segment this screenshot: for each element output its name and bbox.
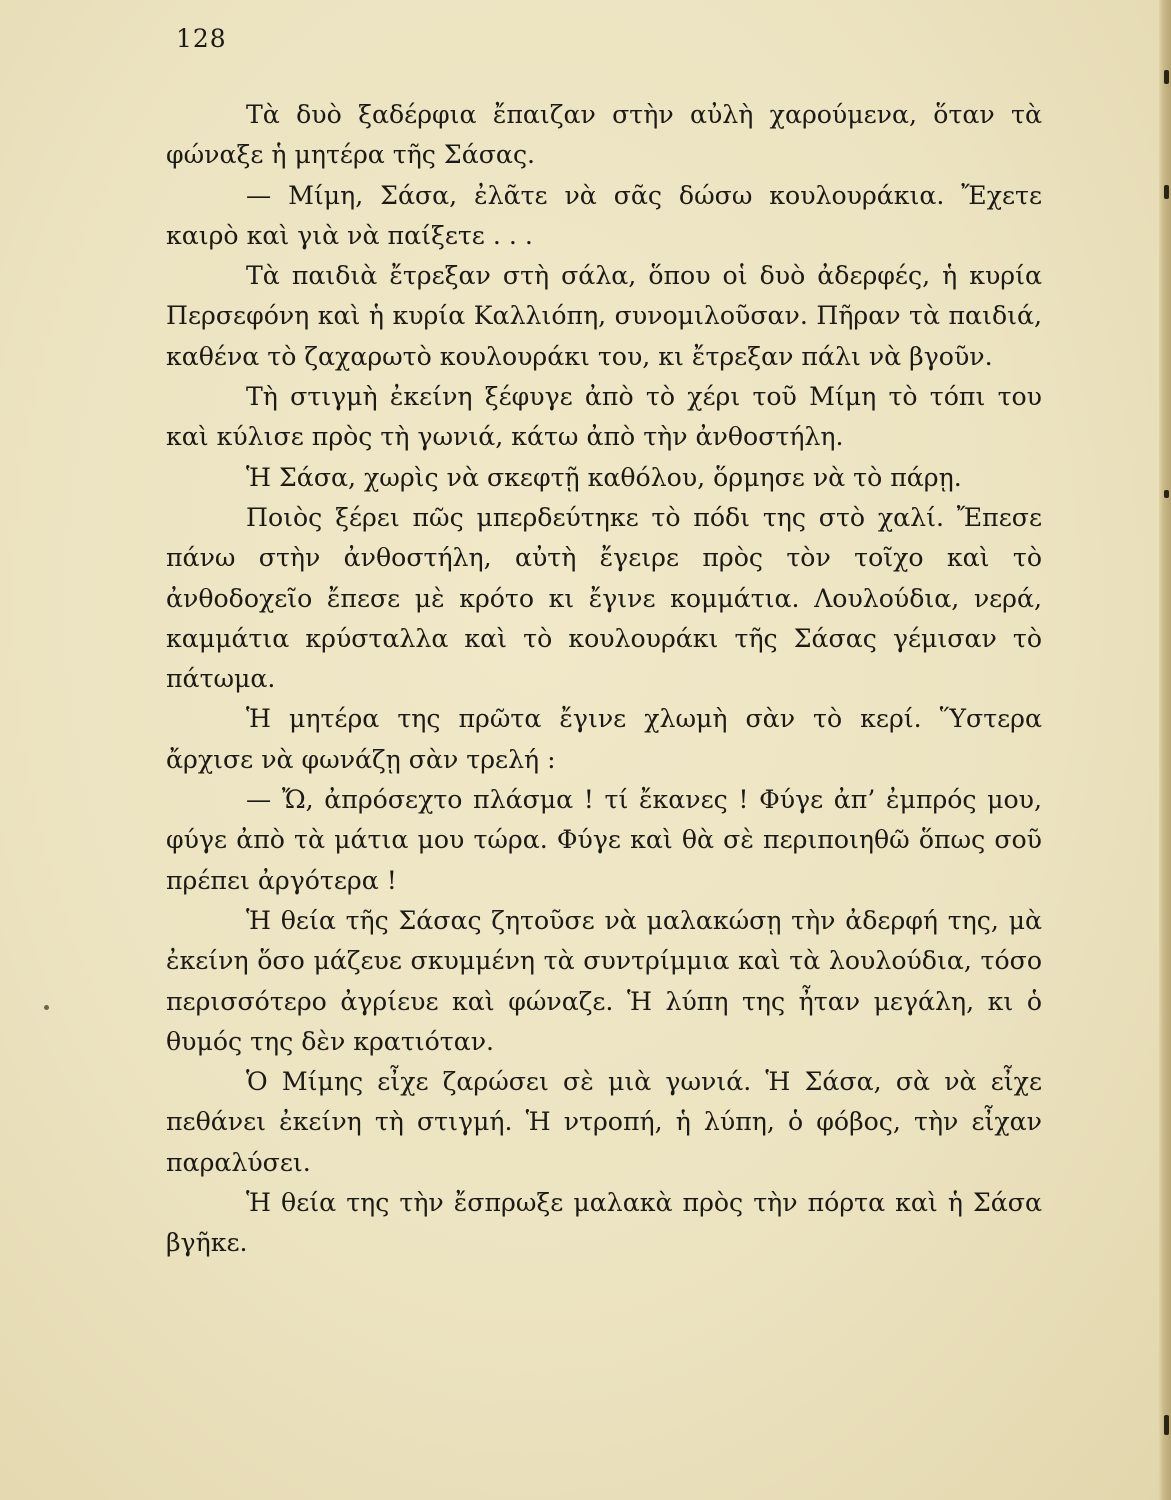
edge-ink-mark	[1164, 70, 1169, 84]
paragraph: Ἡ θεία της τὴν ἔσπρωξε μαλακὰ πρὸς τὴν πόρτα καὶ ἡ Σάσα βγῆκε.	[166, 1188, 1042, 1258]
page-edge	[1159, 0, 1171, 1500]
paragraph: Ὁ Μίμης εἶχε ζαρώσει σὲ μιὰ γωνιά. Ἡ Σάσα, σὰ νὰ εἶχε πεθάνει ἐκείνη τὴ στιγμή. Ἡ ντροπή, ἡ λύπη, ὁ φόβος, τὴν εἶχαν παραλύσει.	[166, 1067, 1042, 1177]
paragraph: Τὴ στιγμὴ ἐκείνη ξέφυγε ἀπὸ τὸ χέρι τοῦ Μίμη τὸ τόπι του καὶ κύλισε πρὸς τὴ γωνιά, κάτω ἀπὸ τὴν ἀνθοστήλη.	[166, 382, 1042, 452]
text-body	[166, 95, 1042, 1264]
paragraph: Τὰ παιδιὰ ἔτρεξαν στὴ σάλα, ὅπου οἱ δυὸ ἀδερφές, ἡ κυρία Περσεφόνη καὶ ἡ κυρία Καλλιόπη, συνομιλοῦσαν. Πῆραν τὰ παιδιά, καθένα τὸ ζαχαρωτὸ κουλουράκι του, κι ἔτρεξαν πάλι νὰ βγοῦν.	[166, 261, 1042, 371]
edge-ink-mark	[1164, 1415, 1169, 1435]
paragraph: Ἡ Σάσα, χωρὶς νὰ σκεφτῇ καθόλου, ὅρμησε νὰ τὸ πάρῃ.	[246, 462, 962, 492]
paragraph: — Μίμη, Σάσα, ἐλᾶτε νὰ σᾶς δώσω κουλουράκια. Ἔχετε καιρὸ καὶ γιὰ νὰ παίξετε . . .	[166, 180, 1042, 250]
paragraph: Ἡ μητέρα της πρῶτα ἔγινε χλωμὴ σὰν τὸ κερί. Ὕστερα ἄρχισε νὰ φωνάζῃ σὰν τρελή :	[166, 704, 1042, 774]
paragraph: Ἡ θεία τῆς Σάσας ζητοῦσε νὰ μαλακώσῃ τὴν ἀδερφή της, μὰ ἐκείνη ὅσο μάζευε σκυμμένη τὰ συντρίμμια καὶ τὰ λουλούδια, τόσο περισσότερο ἀγρίευε καὶ φώναζε. Ἡ λύπη της ἦταν μεγάλη, κι ὁ θυμός της δὲν κρατιόταν.	[166, 905, 1042, 1056]
paragraph: Τὰ δυὸ ξαδέρφια ἔπαιζαν στὴν αὐλὴ χαρούμενα, ὅταν τὰ φώναξε ἡ μητέρα τῆς Σάσας.	[166, 100, 1042, 170]
paper-speck	[44, 1005, 49, 1010]
page-number: 128	[176, 24, 227, 53]
paragraph: — Ὤ, ἀπρόσεχτο πλάσμα ! τί ἔκανες ! Φύγε ἀπ’ ἐμπρός μου, φύγε ἀπὸ τὰ μάτια μου τώρα. Φύγε καὶ θὰ σὲ περιποιηθῶ ὅπως σοῦ πρέπει ἀργότερα !	[166, 785, 1042, 895]
edge-ink-mark	[1164, 490, 1169, 498]
paragraph: Ποιὸς ξέρει πῶς μπερδεύτηκε τὸ πόδι της στὸ χαλί. Ἔπεσε πάνω στὴν ἀνθοστήλη, αὐτὴ ἔγειρε πρὸς τὸν τοῖχο καὶ τὸ ἀνθοδοχεῖο ἔπεσε μὲ κρότο κι ἔγινε κομμάτια. Λουλούδια, νερά, καμμάτια κρύσταλλα καὶ τὸ κουλουράκι τῆς Σάσας γέμισαν τὸ πάτωμα.	[166, 502, 1042, 694]
edge-ink-mark	[1164, 185, 1169, 199]
